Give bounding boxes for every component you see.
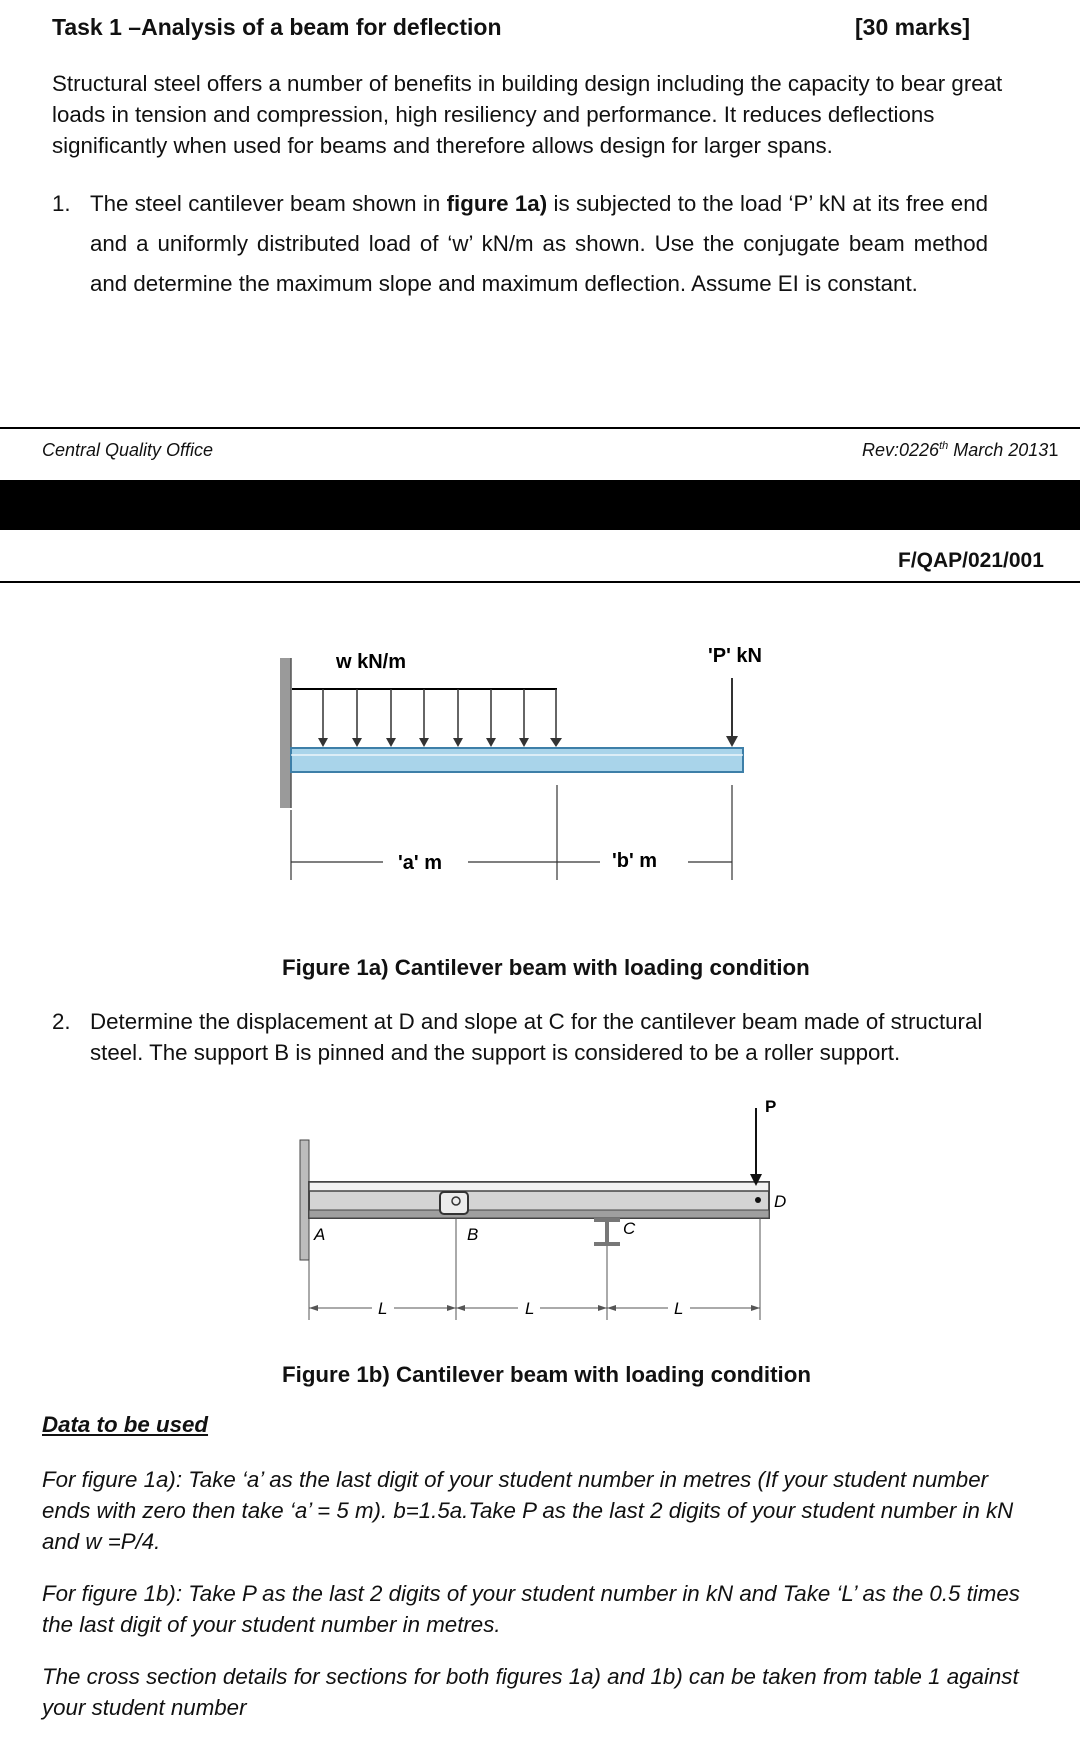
question-1-text-end: is subjected to the load ‘P’ kN at its free end and a uniformly distributed load of ‘w’ kN/m as shown. Use the conjugate beam method and determine the maximum slope and maximum deflection. Assume EI is constant. — [90, 191, 988, 296]
figure-1a-diagram — [0, 600, 1080, 900]
point-load-arrowhead — [726, 736, 738, 747]
beam-top-flange — [309, 1182, 769, 1191]
marks-label: [30 marks] — [855, 14, 971, 40]
udl-arrow — [386, 689, 396, 747]
udl-arrow — [318, 689, 328, 747]
load-p-label: P — [765, 1097, 777, 1116]
dim-l-3: L — [674, 1299, 684, 1318]
data-heading: Data to be used — [42, 1412, 209, 1437]
point-load-label: 'P' kN — [708, 645, 762, 667]
dim-arrowhead — [607, 1305, 616, 1311]
udl-arrow — [453, 689, 463, 747]
beam-bottom-flange — [309, 1210, 769, 1218]
dim-b-label: 'b' m — [612, 850, 658, 872]
dim-l-1: L — [378, 1299, 388, 1318]
page-break-bar — [0, 480, 1080, 530]
dim-arrowhead — [456, 1305, 465, 1311]
dim-arrowhead — [751, 1305, 760, 1311]
label-a: A — [314, 1225, 326, 1244]
footer-revision-prefix: Rev:0226 — [862, 440, 940, 460]
roller-c-web — [605, 1222, 609, 1242]
data-paragraph-2: For figure 1b): Take P as the last 2 digits of your student number in kN and Take ‘L’ as the 0.5 times the last digit of your student number in metres. — [42, 1581, 1020, 1637]
document-code: F/QAP/021/001 — [898, 549, 1044, 572]
figure-1a-caption: Figure 1a) Cantilever beam with loading condition — [282, 955, 810, 980]
cantilever-beam — [291, 748, 743, 772]
udl-arrow — [550, 689, 562, 747]
fixed-support-a — [300, 1140, 309, 1260]
udl-arrow — [519, 689, 529, 747]
footer-revision-sup: th — [939, 440, 949, 452]
label-b: B — [467, 1225, 479, 1244]
footer-top-rule — [0, 427, 1080, 429]
udl-arrow — [419, 689, 429, 747]
roller-c-bottom-flange — [594, 1242, 620, 1246]
udl-arrow — [352, 689, 362, 747]
footer-revision-last: 1 — [1048, 440, 1059, 460]
udl-arrows — [318, 689, 562, 747]
figure-1b-caption: Figure 1b) Cantilever beam with loading condition — [282, 1362, 811, 1387]
intro-paragraph: Structural steel offers a number of benefits in building design including the capacity to bear great loads in tension and compression, high resiliency and performance. It reduces deflections significantly when used for beams and therefore allows design for larger spans. — [52, 71, 1003, 158]
footer-office: Central Quality Office — [42, 440, 214, 460]
point-d-marker — [755, 1197, 761, 1203]
dim-arrowhead — [598, 1305, 607, 1311]
question-2-text: Determine the displacement at D and slope at C for the cantilever beam made of structural steel. The support B is pinned and the support is considered to be a roller support. — [90, 1009, 983, 1065]
data-paragraph-1: For figure 1a): Take ‘a’ as the last digit of your student number in metres (If your student number ends with zero then take ‘a’ = 5 m). b=1.5a.Take P as the last 2 digits of your student number in kN and w =P/4. — [42, 1467, 1014, 1554]
dim-arrowhead — [309, 1305, 318, 1311]
question-1-text-start: The steel cantilever beam shown in — [90, 191, 447, 216]
udl-arrow — [486, 689, 496, 747]
footer-revision — [862, 440, 1058, 461]
figure-1b-diagram — [0, 1090, 1080, 1330]
question-1-number: 1. — [52, 191, 71, 216]
header-bottom-rule — [0, 581, 1080, 583]
fixed-support-wall — [280, 658, 291, 808]
pin-support-b — [440, 1192, 468, 1214]
label-d: D — [774, 1192, 787, 1211]
udl-label: w kN/m — [336, 651, 407, 673]
dim-l-2: L — [525, 1299, 535, 1318]
figure-1a-reference: figure 1a) — [446, 191, 548, 216]
roller-c-top-flange — [594, 1218, 620, 1222]
question-1-text — [90, 184, 988, 304]
question-2-number: 2. — [52, 1009, 71, 1034]
dim-arrowhead — [447, 1305, 456, 1311]
footer-revision-suffix: March 2013 — [948, 440, 1049, 460]
label-c: C — [623, 1219, 636, 1238]
data-paragraph-3: The cross section details for sections for both figures 1a) and 1b) can be taken from table 1 against your student number — [42, 1664, 1019, 1720]
task-title: Task 1 –Analysis of a beam for deflection — [52, 14, 502, 40]
dim-a-label: 'a' m — [398, 852, 442, 874]
